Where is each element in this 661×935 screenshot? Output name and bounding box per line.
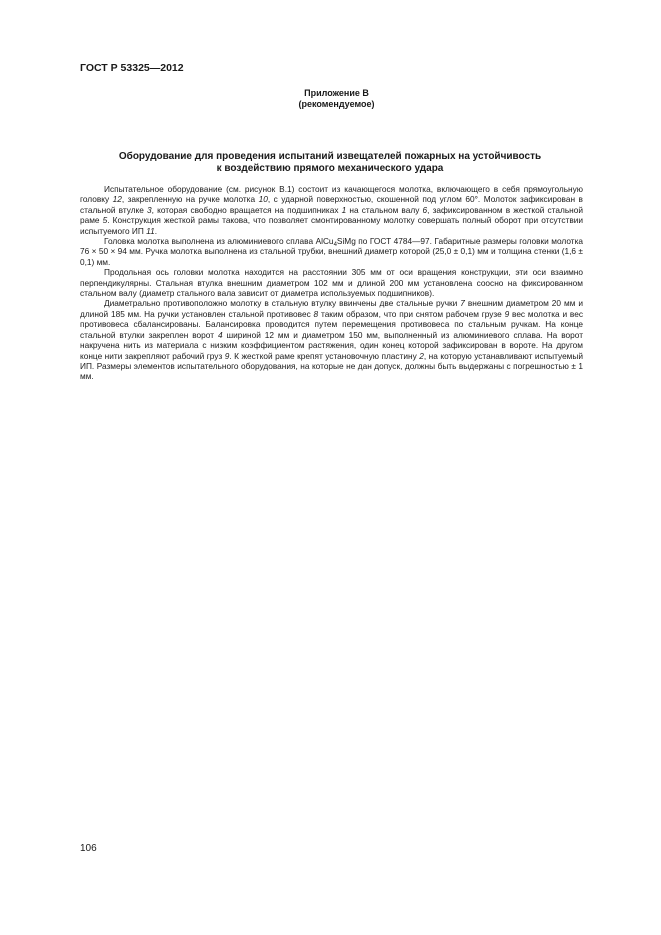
ref-number: 11 <box>146 225 155 236</box>
text-run: Головка молотка выполнена из алюминиевого сплава AlCu <box>104 236 334 247</box>
text-run: Диаметрально противоположно молотку в стальную втулку ввинчены две стальные ручки <box>104 298 461 309</box>
ref-number: 9 <box>504 308 510 319</box>
text-run: шириной 12 мм и диаметром 150 мм, выполненный из алюминиевого сплава. На ворот накручена нить из материала с низким коэффициентом растяжения, один конец которой зафиксирован в вороте. На другом конце нити закрепляют рабочий груз <box>80 329 583 361</box>
paragraph-1 <box>80 184 583 236</box>
standard-number: ГОСТ Р 53325—2012 <box>80 62 184 74</box>
text-run: , с ударной поверхностью, скошенной под углом 60°. Молоток зафиксирован в стальной втулке <box>80 194 583 215</box>
text-run: , закрепленную на ручке молотка <box>121 194 259 205</box>
ref-number: 8 <box>313 308 319 319</box>
text-run: Испытательное оборудование (см. рисунок В.1) состоит из качающегося молотка, включающего в себя прямоугольную головку <box>80 184 583 205</box>
text-run: . Конструкция жесткой рамы такова, что позволяет смонтированному молотку совершать полный оборот при отсутствии испытуемого ИП <box>80 215 583 236</box>
ref-number: 9 <box>224 350 230 361</box>
text-run: на стальном валу <box>346 204 423 215</box>
text-run: SiMg по ГОСТ 4784—97. Габаритные размеры головки молотка 76 × 50 × 94 мм. Ручка молотка выполнена из стальной трубки, внешний диаметр которой (25,0 ± 0,1) мм и толщина стенки (1,6 ± 0,1) мм. <box>80 236 583 267</box>
page-number: 106 <box>80 843 97 854</box>
text-run: . <box>154 225 158 236</box>
ref-number: 4 <box>217 329 223 340</box>
ref-number: 6 <box>422 204 428 215</box>
text-run: , на которую устанавливают испытуемый ИП. Размеры элементов испытательного оборудования, на которые не дан допуск, должны быть выдержаны с погрешностью ± 1 мм. <box>80 350 583 382</box>
section-title <box>80 151 580 175</box>
text-run: , которая свободно вращается на подшипниках <box>151 204 342 215</box>
appendix-heading <box>0 88 661 110</box>
text-run: внешним диаметром 20 мм и длиной 185 мм. На ручки установлен стальной противовес <box>80 298 583 319</box>
paragraph-2 <box>80 236 583 267</box>
ref-number: 12 <box>112 194 122 205</box>
appendix-label: Приложение В <box>304 88 369 98</box>
paragraph-3: Продольная ось головки молотка находится на расстоянии 305 мм от оси вращения конструкции, эти оси взаимно перпендикулярны. Стальная втулка внешним диаметром 102 мм и длиной 200 мм установлена соосно на фиксированном стальном валу (диаметр стального вала зависит от диаметра используемых подшипников). <box>80 267 583 299</box>
appendix-status: (рекомендуемое) <box>298 99 375 109</box>
ref-number: 1 <box>341 204 347 215</box>
ref-number: 7 <box>460 298 465 309</box>
paragraph-4 <box>80 298 583 381</box>
body-text <box>80 184 583 382</box>
ref-number: 2 <box>419 350 424 361</box>
text-run: вес молотка и вес противовеса сбалансированы. Балансировка проводится путем перемещения противовеса по стальным ручкам. На конце стальной втулки закреплен ворот <box>80 308 583 340</box>
section-title-line-1: Оборудование для проведения испытаний извещателей пожарных на устойчивость <box>118 151 542 162</box>
subscript: 4 <box>333 242 337 249</box>
section-title-line-2: к воздействию прямого механического удара <box>216 163 444 174</box>
ref-number: 3 <box>147 204 152 215</box>
text-run: таким образом, что при снятом рабочем грузе <box>318 308 505 319</box>
ref-number: 5 <box>102 215 108 226</box>
text-run: , зафиксированном в жесткой стальной раме <box>80 204 583 226</box>
text-run: . К жесткой раме крепят установочную пластину <box>229 350 420 361</box>
ref-number: 10 <box>258 194 268 205</box>
